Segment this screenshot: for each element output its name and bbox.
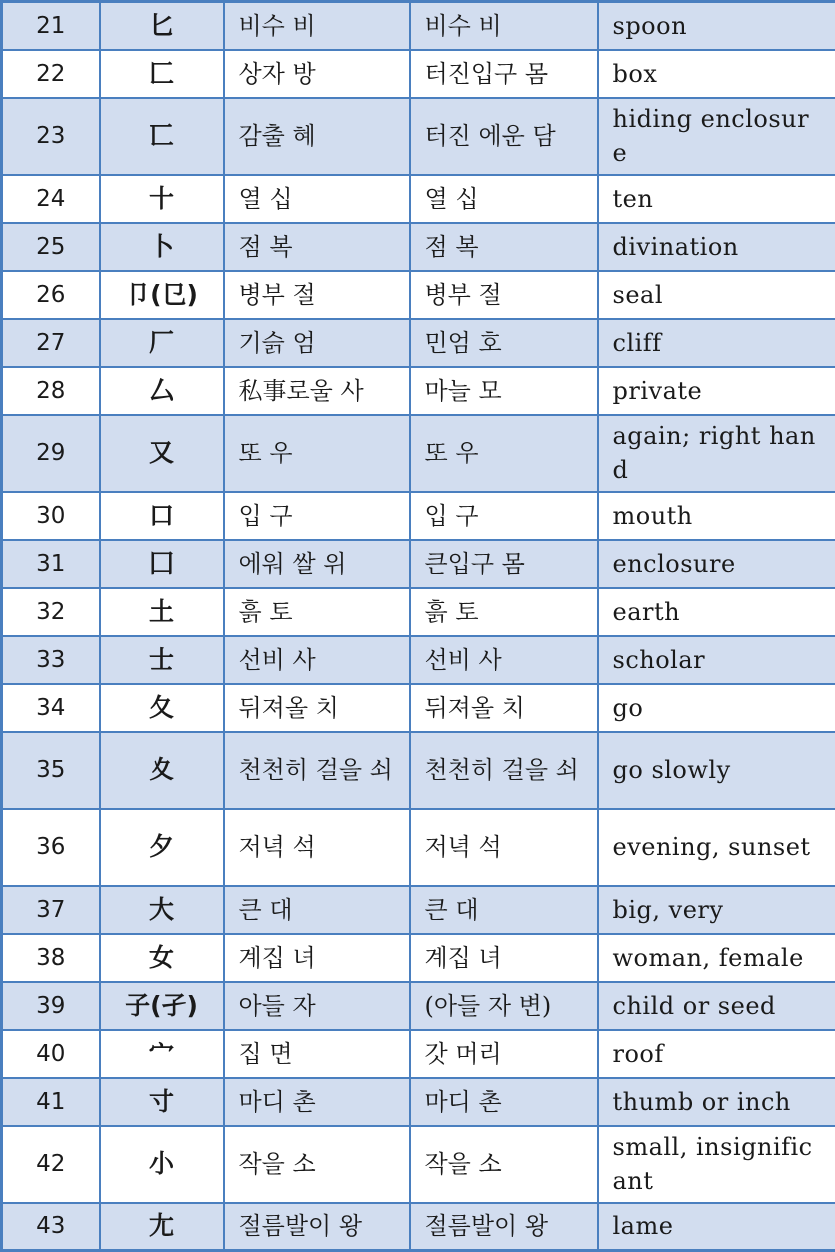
english-meaning-cell: small, insignificant <box>598 1126 835 1203</box>
english-meaning-cell: woman, female <box>598 934 835 982</box>
row-number-cell: 41 <box>2 1078 100 1126</box>
table-row <box>2 492 835 540</box>
radical-character-cell: 匸 <box>100 98 224 175</box>
english-meaning-cell: go slowly <box>598 732 835 809</box>
row-number-cell: 26 <box>2 271 100 319</box>
korean-name-cell: 私事로울 사 <box>224 367 410 415</box>
korean-alt-name-cell: 선비 사 <box>410 636 598 684</box>
table-row <box>2 319 835 367</box>
row-number-cell: 24 <box>2 175 100 223</box>
row-number-cell: 31 <box>2 540 100 588</box>
korean-alt-name-cell: 병부 절 <box>410 271 598 319</box>
english-meaning-cell: lame <box>598 1203 835 1251</box>
korean-alt-name-cell: 입 구 <box>410 492 598 540</box>
english-meaning-cell: ten <box>598 175 835 223</box>
row-number-cell: 43 <box>2 1203 100 1251</box>
row-number-cell: 29 <box>2 415 100 492</box>
korean-alt-name-cell: 비수 비 <box>410 2 598 50</box>
english-meaning-cell: go <box>598 684 835 732</box>
table-row <box>2 223 835 271</box>
korean-alt-name-cell: 큰 대 <box>410 886 598 934</box>
korean-name-cell: 입 구 <box>224 492 410 540</box>
korean-name-cell: 뒤져올 치 <box>224 684 410 732</box>
korean-name-cell: 저녁 석 <box>224 809 410 886</box>
korean-name-cell: 마디 촌 <box>224 1078 410 1126</box>
radical-character-cell: 大 <box>100 886 224 934</box>
korean-name-cell: 절름발이 왕 <box>224 1203 410 1251</box>
english-meaning-cell: private <box>598 367 835 415</box>
korean-name-cell: 집 면 <box>224 1030 410 1078</box>
table-row <box>2 2 835 50</box>
radical-character-cell: 口 <box>100 492 224 540</box>
row-number-cell: 37 <box>2 886 100 934</box>
english-meaning-cell: seal <box>598 271 835 319</box>
korean-alt-name-cell: 뒤져올 치 <box>410 684 598 732</box>
table-row <box>2 982 835 1030</box>
korean-name-cell: 열 십 <box>224 175 410 223</box>
english-meaning-cell: again; right hand <box>598 415 835 492</box>
table-row <box>2 98 835 175</box>
english-meaning-cell: hiding enclosure <box>598 98 835 175</box>
korean-name-cell: 큰 대 <box>224 886 410 934</box>
table-row <box>2 1203 835 1251</box>
english-meaning-cell: big, very <box>598 886 835 934</box>
korean-alt-name-cell: 천천히 걸을 쇠 <box>410 732 598 809</box>
row-number-cell: 34 <box>2 684 100 732</box>
radical-character-cell: 小 <box>100 1126 224 1203</box>
radical-character-cell: 夊 <box>100 732 224 809</box>
table-row <box>2 1126 835 1203</box>
row-number-cell: 39 <box>2 982 100 1030</box>
korean-alt-name-cell: 저녁 석 <box>410 809 598 886</box>
table-row <box>2 271 835 319</box>
radical-character-cell: 卩(㔾) <box>100 271 224 319</box>
table-row <box>2 1030 835 1078</box>
radical-character-cell: 宀 <box>100 1030 224 1078</box>
table-row <box>2 50 835 98</box>
korean-alt-name-cell: 터진 에운 담 <box>410 98 598 175</box>
table-row <box>2 732 835 809</box>
korean-alt-name-cell: 마늘 모 <box>410 367 598 415</box>
table-row <box>2 886 835 934</box>
radical-character-cell: 夂 <box>100 684 224 732</box>
korean-name-cell: 기슭 엄 <box>224 319 410 367</box>
korean-name-cell: 감출 혜 <box>224 98 410 175</box>
row-number-cell: 25 <box>2 223 100 271</box>
english-meaning-cell: spoon <box>598 2 835 50</box>
radical-character-cell: 女 <box>100 934 224 982</box>
row-number-cell: 40 <box>2 1030 100 1078</box>
row-number-cell: 35 <box>2 732 100 809</box>
row-number-cell: 32 <box>2 588 100 636</box>
row-number-cell: 30 <box>2 492 100 540</box>
korean-alt-name-cell: 큰입구 몸 <box>410 540 598 588</box>
korean-name-cell: 선비 사 <box>224 636 410 684</box>
table-row <box>2 1078 835 1126</box>
row-number-cell: 38 <box>2 934 100 982</box>
radical-character-cell: 匚 <box>100 50 224 98</box>
english-meaning-cell: thumb or inch <box>598 1078 835 1126</box>
row-number-cell: 22 <box>2 50 100 98</box>
korean-name-cell: 아들 자 <box>224 982 410 1030</box>
korean-alt-name-cell: 계집 녀 <box>410 934 598 982</box>
radical-character-cell: 卜 <box>100 223 224 271</box>
radical-character-cell: 又 <box>100 415 224 492</box>
radicals-table-body <box>2 2 835 1251</box>
korean-alt-name-cell: 작을 소 <box>410 1126 598 1203</box>
korean-name-cell: 비수 비 <box>224 2 410 50</box>
row-number-cell: 27 <box>2 319 100 367</box>
radical-character-cell: 匕 <box>100 2 224 50</box>
radical-character-cell: 囗 <box>100 540 224 588</box>
row-number-cell: 23 <box>2 98 100 175</box>
table-row <box>2 588 835 636</box>
korean-alt-name-cell: 흙 토 <box>410 588 598 636</box>
table-row <box>2 175 835 223</box>
row-number-cell: 42 <box>2 1126 100 1203</box>
english-meaning-cell: child or seed <box>598 982 835 1030</box>
row-number-cell: 28 <box>2 367 100 415</box>
english-meaning-cell: enclosure <box>598 540 835 588</box>
korean-name-cell: 상자 방 <box>224 50 410 98</box>
table-row <box>2 809 835 886</box>
radical-character-cell: 子(孑) <box>100 982 224 1030</box>
korean-name-cell: 병부 절 <box>224 271 410 319</box>
korean-name-cell: 천천히 걸을 쇠 <box>224 732 410 809</box>
english-meaning-cell: scholar <box>598 636 835 684</box>
radical-character-cell: 十 <box>100 175 224 223</box>
table-row <box>2 636 835 684</box>
table-row <box>2 684 835 732</box>
radical-character-cell: 土 <box>100 588 224 636</box>
radical-character-cell: 厂 <box>100 319 224 367</box>
table-row <box>2 415 835 492</box>
korean-alt-name-cell: 터진입구 몸 <box>410 50 598 98</box>
english-meaning-cell: earth <box>598 588 835 636</box>
radical-character-cell: 寸 <box>100 1078 224 1126</box>
korean-alt-name-cell: 열 십 <box>410 175 598 223</box>
korean-name-cell: 작을 소 <box>224 1126 410 1203</box>
korean-name-cell: 또 우 <box>224 415 410 492</box>
radical-character-cell: 厶 <box>100 367 224 415</box>
korean-alt-name-cell: (아들 자 변) <box>410 982 598 1030</box>
english-meaning-cell: roof <box>598 1030 835 1078</box>
radical-character-cell: 士 <box>100 636 224 684</box>
korean-alt-name-cell: 또 우 <box>410 415 598 492</box>
korean-name-cell: 흙 토 <box>224 588 410 636</box>
korean-name-cell: 계집 녀 <box>224 934 410 982</box>
english-meaning-cell: divination <box>598 223 835 271</box>
table-row <box>2 367 835 415</box>
english-meaning-cell: evening, sunset <box>598 809 835 886</box>
row-number-cell: 33 <box>2 636 100 684</box>
row-number-cell: 21 <box>2 2 100 50</box>
korean-name-cell: 점 복 <box>224 223 410 271</box>
korean-alt-name-cell: 갓 머리 <box>410 1030 598 1078</box>
radical-character-cell: 夕 <box>100 809 224 886</box>
english-meaning-cell: mouth <box>598 492 835 540</box>
korean-alt-name-cell: 마디 촌 <box>410 1078 598 1126</box>
korean-name-cell: 에워 쌀 위 <box>224 540 410 588</box>
radical-character-cell: 尢 <box>100 1203 224 1251</box>
korean-alt-name-cell: 절름발이 왕 <box>410 1203 598 1251</box>
english-meaning-cell: cliff <box>598 319 835 367</box>
row-number-cell: 36 <box>2 809 100 886</box>
english-meaning-cell: box <box>598 50 835 98</box>
korean-alt-name-cell: 민엄 호 <box>410 319 598 367</box>
table-row <box>2 934 835 982</box>
korean-alt-name-cell: 점 복 <box>410 223 598 271</box>
table-row <box>2 540 835 588</box>
